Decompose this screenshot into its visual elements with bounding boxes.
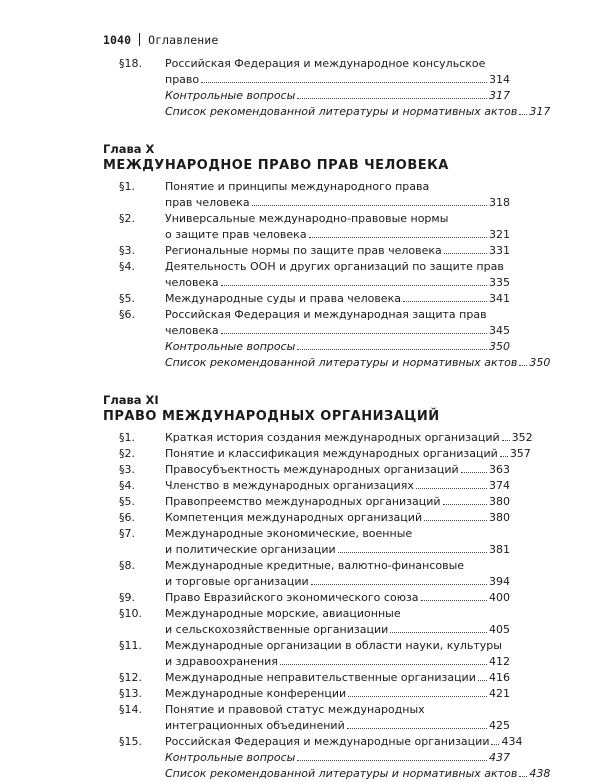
toc-line: [103, 323, 510, 339]
section-number: §12.: [119, 671, 142, 684]
page-ref: 350: [529, 356, 551, 369]
entry-text-line: [165, 104, 551, 120]
entry-text-line: [165, 243, 510, 259]
toc-line: [103, 574, 510, 590]
entry-title: Понятие и принципы международного права: [165, 180, 430, 193]
page-ref: 363: [489, 463, 510, 476]
entry-title: Членство в международных организациях: [165, 479, 414, 492]
dot-leader: [500, 456, 508, 457]
section-number: §8.: [119, 559, 135, 572]
entry-text-line: [165, 355, 551, 371]
entry-title: Правосубъектность международных организаций: [165, 463, 459, 476]
dot-leader: [519, 365, 527, 366]
section-number: §3.: [119, 463, 135, 476]
toc-line: [103, 446, 531, 462]
entry-text-line: [165, 526, 510, 542]
toc-entry: [103, 179, 510, 211]
toc-line: [103, 211, 510, 227]
entry-title: Правопреемство международных организаций: [165, 495, 441, 508]
page-ref: 331: [489, 244, 510, 257]
dot-leader: [416, 488, 487, 489]
page-ref: 394: [489, 575, 510, 588]
toc-entry: [103, 211, 510, 243]
section-number: §2.: [119, 212, 135, 225]
entry-text-line: [165, 606, 510, 622]
table-of-contents: [103, 56, 551, 782]
entry-title: прав человека: [165, 196, 250, 209]
dot-leader: [403, 301, 487, 302]
toc-entry: [103, 510, 510, 526]
section-number: §4.: [119, 479, 135, 492]
toc-line: [103, 590, 510, 606]
entry-text-line: [165, 446, 531, 462]
dot-leader: [297, 98, 487, 99]
section-number: §13.: [119, 687, 142, 700]
toc-line: [103, 462, 510, 478]
entry-title: Международные суды и права человека: [165, 292, 401, 305]
section-number: §10.: [119, 607, 142, 620]
entry-text-line: [165, 275, 510, 291]
toc-line: [103, 526, 510, 542]
entry-title: интеграционных объединений: [165, 719, 345, 732]
entry-text-line: [165, 339, 510, 355]
entry-text-line: [165, 686, 510, 702]
toc-line: [103, 686, 510, 702]
section-number: §6.: [119, 511, 135, 524]
page-ref: 438: [529, 767, 551, 780]
entry-text-line: [165, 307, 510, 323]
toc-line: [103, 88, 510, 104]
dot-leader: [444, 253, 487, 254]
page-ref: 380: [489, 511, 510, 524]
page-ref: 317: [489, 89, 510, 102]
toc-line: [103, 355, 551, 371]
toc-entry: [103, 478, 510, 494]
dot-leader: [519, 114, 527, 115]
toc-line: [103, 494, 510, 510]
entry-title: Контрольные вопросы: [165, 89, 296, 102]
entry-title: и сельскохозяйственные организации: [165, 623, 389, 636]
chapter-title: МЕЖДУНАРОДНОЕ ПРАВО ПРАВ ЧЕЛОВЕКА: [103, 158, 449, 173]
chapter-label: Глава XI: [103, 393, 159, 407]
entry-text-line: [165, 227, 510, 243]
dot-leader: [297, 349, 487, 350]
section-number: §7.: [119, 527, 135, 540]
toc-line: [103, 179, 510, 195]
page-ref: 352: [511, 431, 533, 444]
page-ref: 335: [489, 276, 510, 289]
toc-line: [103, 339, 510, 355]
entry-text-line: [165, 574, 510, 590]
dot-leader: [347, 728, 487, 729]
section-number: §18.: [119, 57, 142, 70]
dot-leader: [478, 680, 487, 681]
toc-entry: [103, 638, 510, 670]
toc-line: [103, 478, 510, 494]
entry-title: Список рекомендованной литературы и нормативных актов: [165, 767, 518, 780]
page-ref: 434: [501, 735, 523, 748]
section-number: §1.: [119, 180, 135, 193]
page-number: 1040: [103, 33, 132, 47]
entry-title: Контрольные вопросы: [165, 751, 296, 764]
dot-leader: [491, 744, 499, 745]
dot-leader: [338, 552, 487, 553]
entry-title: Международные неправительственные организации: [165, 671, 476, 684]
page-ref: 380: [489, 495, 510, 508]
entry-title: Понятие и правовой статус международных: [165, 703, 425, 716]
toc-line: [103, 734, 523, 750]
toc-line: [103, 750, 510, 766]
entry-text-line: [165, 542, 510, 558]
chapter-label: Глава X: [103, 142, 155, 156]
toc-entry: [103, 670, 510, 686]
toc-entry: [103, 243, 510, 259]
toc-entry: [103, 307, 510, 339]
dot-leader: [424, 520, 487, 521]
entry-title: Международные кредитные, валютно-финансовые: [165, 559, 465, 572]
header-divider: [139, 33, 140, 46]
entry-title: Международные организации в области науки, культуры: [165, 639, 502, 652]
toc-line: [103, 104, 551, 120]
toc-line: [103, 259, 510, 275]
dot-leader: [421, 600, 487, 601]
entry-text-line: [165, 622, 510, 638]
toc-entry: [103, 88, 510, 104]
entry-title: человека: [165, 324, 219, 337]
page-ref: 421: [489, 687, 510, 700]
toc-line: [103, 542, 510, 558]
entry-title: Краткая история создания международных организаций: [165, 431, 500, 444]
entry-title: Российская Федерация и международные организации: [165, 735, 490, 748]
section-number: §5.: [119, 292, 135, 305]
entry-title: о защите прав человека: [165, 228, 307, 241]
entry-text-line: [165, 750, 510, 766]
dot-leader: [519, 776, 527, 777]
dot-leader: [221, 333, 487, 334]
running-header: [103, 33, 218, 47]
dot-leader: [390, 632, 487, 633]
section-number: §14.: [119, 703, 142, 716]
section-number: §15.: [119, 735, 142, 748]
entry-title: Международные конференции: [165, 687, 347, 700]
entry-title: Деятельность ООН и других организаций по защите прав: [165, 260, 504, 273]
toc-entry: [103, 56, 510, 88]
page-ref: 341: [489, 292, 510, 305]
section-number: §4.: [119, 260, 135, 273]
entry-text-line: [165, 56, 510, 72]
page-ref: 318: [489, 196, 510, 209]
toc-entry: [103, 446, 531, 462]
page-ref: 412: [489, 655, 510, 668]
entry-text-line: [165, 558, 510, 574]
entry-title: и торговые организации: [165, 575, 309, 588]
page-ref: 405: [489, 623, 510, 636]
toc-line: [103, 72, 510, 88]
toc-entry: [103, 590, 510, 606]
entry-text-line: [165, 510, 510, 526]
toc-line: [103, 622, 510, 638]
entry-title: Понятие и классификация международных организаций: [165, 447, 498, 460]
toc-line: [103, 430, 533, 446]
entry-title: право: [165, 73, 200, 86]
entry-text-line: [165, 718, 510, 734]
toc-entry: [103, 766, 551, 782]
dot-leader: [443, 504, 487, 505]
toc-entry: [103, 686, 510, 702]
dot-leader: [252, 205, 487, 206]
dot-leader: [311, 584, 487, 585]
toc-line: [103, 275, 510, 291]
entry-title: Право Евразийского экономического союза: [165, 591, 419, 604]
toc-line: [103, 291, 510, 307]
page-ref: 314: [489, 73, 510, 86]
entry-title: Российская Федерация и международная защита прав: [165, 308, 487, 321]
entry-text-line: [165, 323, 510, 339]
page-ref: 381: [489, 543, 510, 556]
page-ref: 357: [509, 447, 531, 460]
page-ref: 321: [489, 228, 510, 241]
section-number: §5.: [119, 495, 135, 508]
entry-text-line: [165, 291, 510, 307]
toc-entry: [103, 462, 510, 478]
entry-title: Российская Федерация и международное консульское: [165, 57, 486, 70]
toc-line: [103, 243, 510, 259]
entry-text-line: [165, 494, 510, 510]
entry-text-line: [165, 211, 510, 227]
page-ref: 350: [489, 340, 510, 353]
page-ref: 400: [489, 591, 510, 604]
toc-entry: [103, 558, 510, 590]
toc-entry: [103, 430, 533, 446]
page-ref: 437: [489, 751, 510, 764]
toc-line: [103, 702, 510, 718]
toc-entry: [103, 750, 510, 766]
entry-text-line: [165, 195, 510, 211]
entry-title: Международные морские, авиационные: [165, 607, 401, 620]
dot-leader: [201, 82, 487, 83]
toc-line: [103, 307, 510, 323]
entry-text-line: [165, 88, 510, 104]
toc-line: [103, 766, 551, 782]
toc-entry: [103, 355, 551, 371]
section-number: §3.: [119, 244, 135, 257]
dot-leader: [221, 285, 487, 286]
toc-entry: [103, 526, 510, 558]
toc-line: [103, 670, 510, 686]
header-section-title: Оглавление: [148, 33, 219, 47]
toc-entry: [103, 494, 510, 510]
toc-line: [103, 510, 510, 526]
toc-entry: [103, 259, 510, 291]
entry-text-line: [165, 590, 510, 606]
entry-title: и здравоохранения: [165, 655, 278, 668]
entry-text-line: [165, 734, 523, 750]
entry-text-line: [165, 702, 510, 718]
entry-text-line: [165, 430, 533, 446]
entry-title: Компетенция международных организаций: [165, 511, 423, 524]
section-number: §6.: [119, 308, 135, 321]
toc-line: [103, 56, 510, 72]
entry-text-line: [165, 670, 510, 686]
toc-line: [103, 718, 510, 734]
entry-title: Список рекомендованной литературы и нормативных актов: [165, 105, 518, 118]
page-ref: 345: [489, 324, 510, 337]
section-number: §9.: [119, 591, 135, 604]
toc-entry: [103, 734, 523, 750]
toc-entry: [103, 339, 510, 355]
dot-leader: [461, 472, 487, 473]
entry-text-line: [165, 259, 510, 275]
dot-leader: [297, 760, 487, 761]
entry-text-line: [165, 638, 510, 654]
entry-text-line: [165, 654, 510, 670]
toc-line: [103, 558, 510, 574]
section-number: §1.: [119, 431, 135, 444]
entry-title: Список рекомендованной литературы и нормативных актов: [165, 356, 518, 369]
entry-text-line: [165, 766, 551, 782]
page-ref: 317: [529, 105, 551, 118]
entry-title: Универсальные международно-правовые нормы: [165, 212, 449, 225]
entry-title: Международные экономические, военные: [165, 527, 413, 540]
toc-entry: [103, 291, 510, 307]
dot-leader: [309, 237, 487, 238]
toc-line: [103, 195, 510, 211]
page-ref: 416: [489, 671, 510, 684]
entry-title: Контрольные вопросы: [165, 340, 296, 353]
toc-line: [103, 654, 510, 670]
page-ref: 374: [489, 479, 510, 492]
toc-line: [103, 638, 510, 654]
dot-leader: [502, 440, 510, 441]
page-ref: 425: [489, 719, 510, 732]
entry-text-line: [165, 478, 510, 494]
entry-title: человека: [165, 276, 219, 289]
entry-title: и политические организации: [165, 543, 336, 556]
toc-line: [103, 227, 510, 243]
section-number: §11.: [119, 639, 142, 652]
toc-line: [103, 606, 510, 622]
entry-text-line: [165, 179, 510, 195]
section-number: §2.: [119, 447, 135, 460]
toc-entry: [103, 104, 551, 120]
entry-title: Региональные нормы по защите прав человека: [165, 244, 442, 257]
toc-entry: [103, 606, 510, 638]
entry-text-line: [165, 462, 510, 478]
entry-text-line: [165, 72, 510, 88]
toc-entry: [103, 702, 510, 734]
dot-leader: [348, 696, 487, 697]
dot-leader: [280, 664, 487, 665]
chapter-title: ПРАВО МЕЖДУНАРОДНЫХ ОРГАНИЗАЦИЙ: [103, 409, 440, 424]
